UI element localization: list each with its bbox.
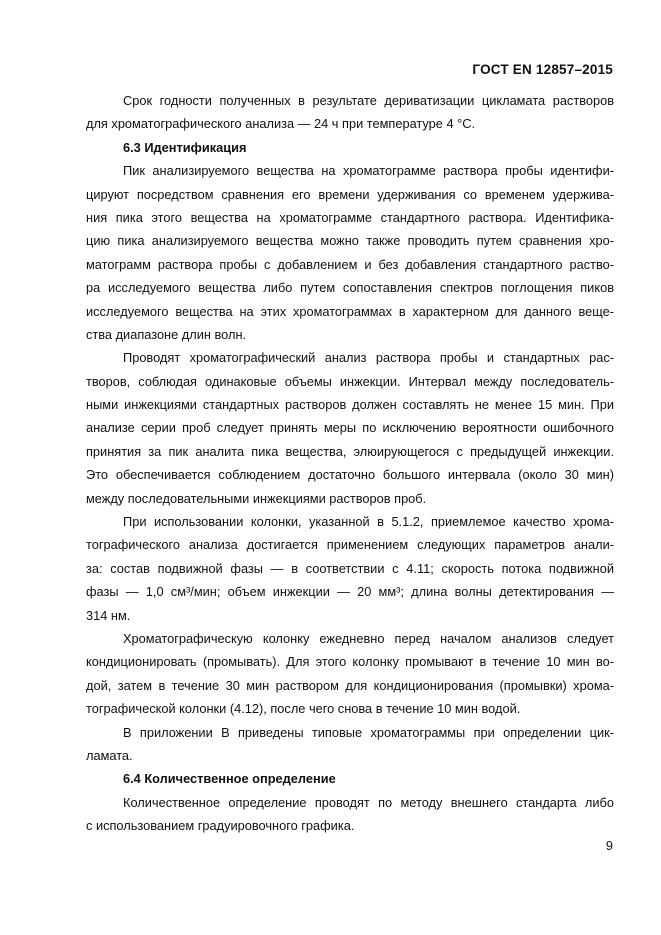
text-line: Проводят хроматографический анализ раствора пробы и стандартных рас- xyxy=(123,350,614,366)
text-line: При использовании колонки, указанной в 5.1.2, приемлемое качество хрома- xyxy=(123,514,614,530)
text-line: анализе серии проб следует принять меры по исключению вероятности ошибочного xyxy=(86,420,614,436)
text-line: ламата. xyxy=(86,747,133,763)
text-line: Хроматографическую колонку ежедневно перед началом анализов следует xyxy=(123,630,614,646)
text-line: с использованием градуировочного графика. xyxy=(86,818,355,834)
text-line: цируют посредством сравнения его времени удерживания со временем удержива- xyxy=(86,186,614,202)
text-line: ния пика этого вещества на хроматограмме стандартного раствора. Идентифика- xyxy=(86,209,614,225)
text-line: Срок годности полученных в результате дериватизации цикламата растворов xyxy=(123,93,614,108)
page-number: 9 xyxy=(605,838,613,853)
text-line: дой, затем в течение 30 мин раствором для кондиционирования (промывки) хрома- xyxy=(86,677,614,693)
text-line: Пик анализируемого вещества на хроматограмме раствора пробы идентифи- xyxy=(123,163,614,179)
document-id-header: ГОСТ EN 12857–2015 xyxy=(472,62,613,77)
text-line: В приложении В приведены типовые хроматограммы при определении цик- xyxy=(123,724,614,740)
text-line: ства диапазоне длин волн. xyxy=(86,326,247,342)
text-line: фазы — 1,0 см³/мин; объем инжекции — 20 мм³; длина волны детектирования — xyxy=(86,584,614,600)
text-line: тографической колонки (4.12), после чего снова в течение 10 мин водой. xyxy=(86,701,521,717)
section-heading-6-4: 6.4 Количественное определение xyxy=(123,771,336,787)
text-line: ными инжекциями стандартных растворов должен составлять не менее 15 мин. При xyxy=(86,397,614,413)
section-heading-6-3: 6.3 Идентификация xyxy=(123,139,247,155)
text-line: принятия за пик аналита пика вещества, элюирующегося с предыдущей инжекции. xyxy=(86,443,614,459)
text-line: матограмм раствора пробы с добавлением и без добавления стандартного раство- xyxy=(86,256,614,272)
text-line: творов, соблюдая одинаковые объемы инжекции. Интервал между последователь- xyxy=(86,373,614,389)
text-line: для хроматографического анализа — 24 ч при температуре 4 °С. xyxy=(86,116,476,132)
text-line: Это обеспечивается соблюдением достаточно большого интервала (около 30 мин) xyxy=(86,467,614,483)
text-line: цию пика анализируемого вещества можно также проводить путем сравнения хро- xyxy=(86,233,614,249)
document-body xyxy=(86,89,614,838)
text-line: за: состав подвижной фазы — в соответствии с 4.11; скорость потока подвижной xyxy=(86,560,614,576)
text-line: между последовательными инжекциями растворов проб. xyxy=(86,490,427,506)
text-line: ра исследуемого вещества либо путем сопоставления спектров поглощения пиков xyxy=(86,280,614,296)
text-line: тографического анализа достигается применением следующих параметров анали- xyxy=(86,537,614,553)
text-line: Количественное определение проводят по методу внешнего стандарта либо xyxy=(123,794,614,810)
text-line: исследуемого вещества на этих хроматограммах в характерном для данного веще- xyxy=(86,303,614,319)
text-line: 314 нм. xyxy=(86,607,131,623)
text-line: кондиционировать (промывать). Для этого колонку промывают в течение 10 мин во- xyxy=(86,654,614,670)
